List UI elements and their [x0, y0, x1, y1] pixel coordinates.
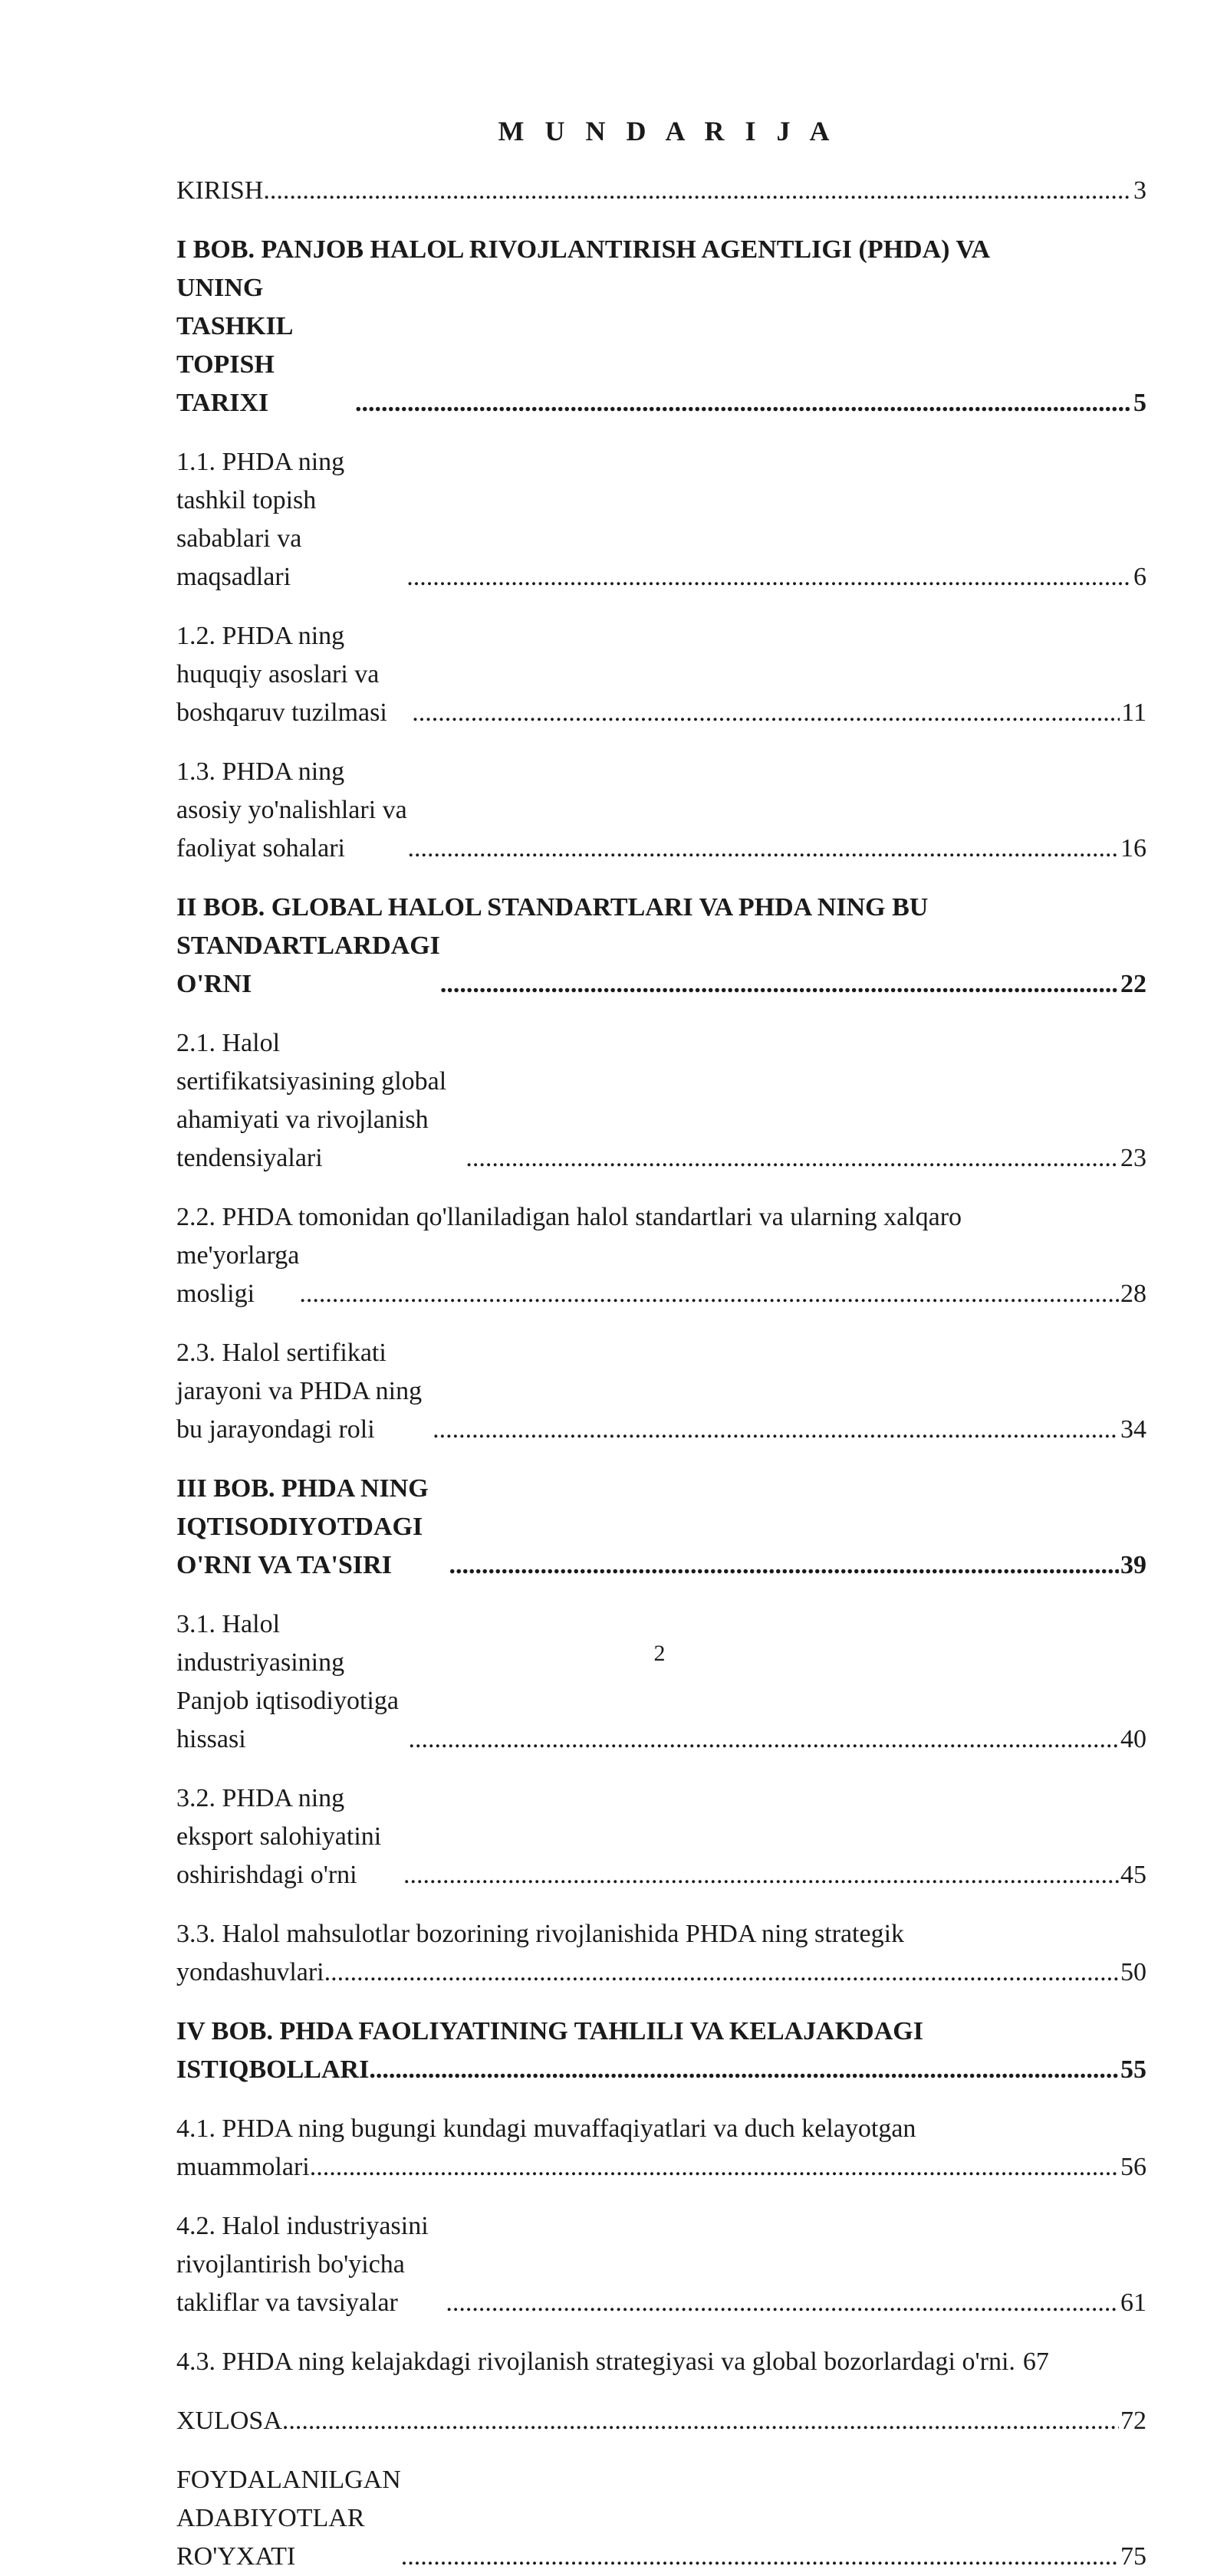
toc-entry-chapter-2[interactable] [176, 889, 1146, 1004]
toc-entry-text: 1.3. PHDA ning asosiy yo'nalishlari va faoliyat sohalari [176, 757, 407, 863]
toc-entry-section-4-3[interactable] [176, 2343, 1146, 2381]
toc-entry-section-2-3[interactable] [176, 1334, 1146, 1449]
toc-entry-page: 34 [1120, 1415, 1146, 1444]
toc-entry-page: 67 [1022, 2348, 1049, 2376]
toc-entry-page: 5 [1133, 389, 1146, 417]
dot-leader [403, 1856, 1119, 1894]
toc-entry-page: 50 [1120, 1958, 1146, 1986]
toc-entry-text-line1: 4.1. PHDA ning bugungi kundagi muvaffaqiyatlari va duch kelayotgan [176, 2114, 916, 2143]
toc-entry-chapter-1[interactable] [176, 231, 1146, 422]
toc-entry-text: KIRISH [176, 176, 264, 205]
dot-leader [299, 1275, 1119, 1313]
toc-entry-section-2-1[interactable] [176, 1024, 1146, 1178]
toc-entry-text-line1: II BOB. GLOBAL HALOL STANDARTLARI VA PHDA NING BU [176, 893, 929, 922]
toc-entry-page: 45 [1120, 1861, 1146, 1889]
toc-entry-text: 4.3. PHDA ning kelajakdagi rivojlanish strategiyasi va global bozorlardagi o'rni. [176, 2348, 1015, 2376]
toc-entry-text: me'yorlarga mosligi [176, 1241, 300, 1308]
toc-entry-page: 55 [1120, 2055, 1146, 2084]
toc-entry-text: yondashuvlari [176, 1958, 324, 1986]
dot-leader [324, 1953, 1119, 1992]
dot-leader [465, 1139, 1119, 1178]
toc-entry-page: 3 [1133, 176, 1146, 205]
toc-entry-section-1-2[interactable] [176, 617, 1146, 732]
dot-leader [282, 2402, 1119, 2440]
dot-leader [440, 965, 1119, 1004]
dot-leader [446, 2284, 1119, 2322]
toc-entry-text: muammolari [176, 2153, 310, 2181]
toc-entry-text: 1.1. PHDA ning tashkil topish sabablari va maqsadlari [176, 448, 345, 591]
toc-entry-section-1-1[interactable] [176, 443, 1146, 596]
toc-entry-section-2-2[interactable] [176, 1198, 1146, 1313]
toc-entry-text: 4.2. Halol industriyasini rivojlantirish bo'yicha takliflar va tavsiyalar [176, 2212, 429, 2317]
toc-entry-page: 28 [1120, 1280, 1146, 1308]
toc-entry-text: 3.1. Halol industriyasining Panjob iqtisodiyotiga hissasi [176, 1610, 399, 1753]
toc-entry-text: STANDARTLARDAGI O'RNI [176, 932, 440, 998]
dot-leader [406, 558, 1132, 596]
toc-entry-text-line1: I BOB. PANJOB HALOL RIVOJLANTIRISH AGENTLIGI (PHDA) VA [176, 235, 991, 264]
dot-leader [412, 694, 1120, 732]
dot-leader [263, 172, 1132, 210]
dot-leader [407, 830, 1119, 868]
toc-entry-text: 3.2. PHDA ning eksport salohiyatini oshirishdagi o'rni [176, 1784, 382, 1889]
toc-title: M U N D A R I J A [498, 116, 837, 146]
toc-entry-chapter-3[interactable] [176, 1470, 1146, 1585]
toc-entry-page: 39 [1120, 1551, 1146, 1579]
table-of-contents [176, 172, 1146, 2576]
toc-entry-section-3-3[interactable] [176, 1915, 1146, 1992]
page-number: 2 [653, 1641, 666, 1666]
toc-entry-page: 72 [1120, 2407, 1146, 2435]
toc-entry-section-4-1[interactable] [176, 2110, 1146, 2187]
dot-leader [449, 1546, 1120, 1585]
toc-entry-page: 40 [1120, 1725, 1146, 1753]
toc-entry-text: 1.2. PHDA ning huquqiy asoslari va boshqaruv tuzilmasi [176, 622, 387, 727]
toc-entry-kirish[interactable] [176, 172, 1146, 210]
toc-entry-section-3-1[interactable] [176, 1605, 1146, 1759]
dot-leader [401, 2538, 1119, 2576]
toc-entry-text: FOYDALANILGAN ADABIYOTLAR RO'YXATI [176, 2466, 401, 2571]
toc-entry-text: ISTIQBOLLARI [176, 2055, 370, 2084]
toc-entry-page: 75 [1120, 2542, 1146, 2571]
toc-entry-text: 2.3. Halol sertifikati jarayoni va PHDA ning bu jarayondagi roli [176, 1339, 423, 1444]
toc-entry-page: 56 [1120, 2153, 1146, 2181]
toc-entry-text: III BOB. PHDA NING IQTISODIYOTDAGI O'RNI VA TA'SIRI [176, 1474, 429, 1579]
toc-entry-page: 23 [1120, 1144, 1146, 1172]
toc-entry-chapter-4[interactable] [176, 2013, 1146, 2089]
toc-entry-text: 2.1. Halol sertifikatsiyasining global ahamiyati va rivojlanish tendensiyalari [176, 1029, 447, 1172]
toc-entry-page: 16 [1120, 834, 1146, 863]
toc-entry-text: XULOSA [176, 2407, 282, 2435]
toc-entry-section-3-2[interactable] [176, 1779, 1146, 1894]
toc-entry-page: 11 [1121, 698, 1146, 727]
toc-entry-text-line1: 2.2. PHDA tomonidan qo'llaniladigan halol standartlari va ularning xalqaro [176, 1203, 962, 1231]
toc-entry-section-4-2[interactable] [176, 2207, 1146, 2322]
dot-leader [433, 1411, 1119, 1449]
toc-entry-page: 6 [1133, 563, 1146, 591]
toc-entry-page: 22 [1120, 970, 1146, 998]
toc-entry-text-line1: 3.3. Halol mahsulotlar bozorining rivojlanishida PHDA ning strategik [176, 1920, 905, 1948]
toc-entry-page: 61 [1120, 2288, 1146, 2317]
toc-entry-text-line1: IV BOB. PHDA FAOLIYATINING TAHLILI VA KELAJAKDAGI [176, 2017, 923, 2045]
toc-entry-text: UNING TASHKIL TOPISH TARIXI [176, 274, 292, 417]
dot-leader [355, 384, 1132, 422]
dot-leader [369, 2051, 1119, 2089]
dot-leader [408, 1720, 1119, 1759]
toc-entry-references[interactable] [176, 2461, 1146, 2576]
dot-leader [310, 2148, 1119, 2187]
toc-entry-xulosa[interactable] [176, 2402, 1146, 2440]
toc-entry-section-1-3[interactable] [176, 753, 1146, 868]
